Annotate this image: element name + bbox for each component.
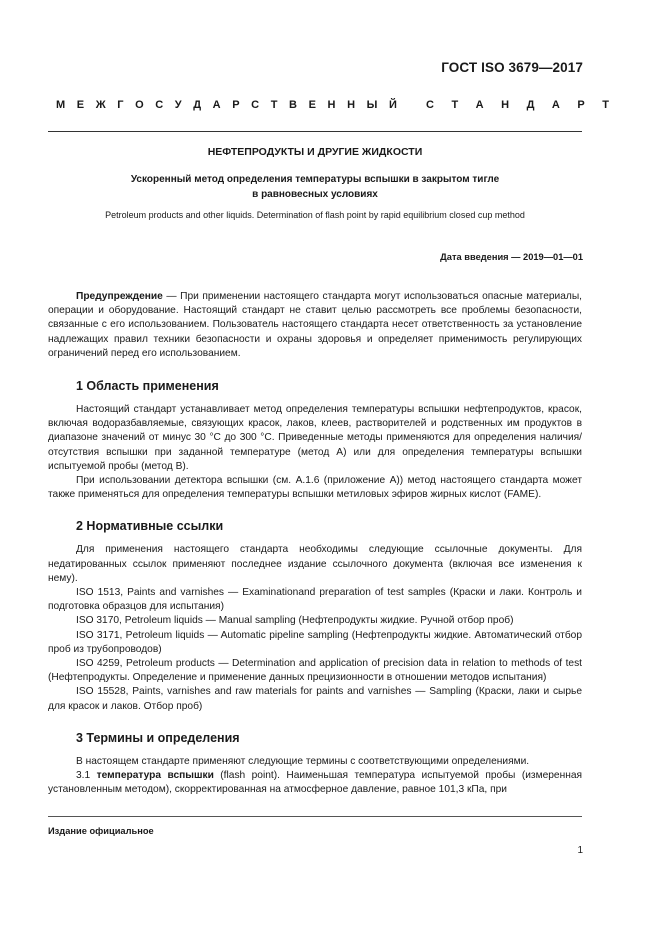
banner-word-standard: С Т А Н Д А Р Т bbox=[425, 99, 609, 111]
section-1-paragraph-2: При использовании детектора вспышки (см. А.1.6 (приложение А)) метод настоящего стандарта может также применяться для определения температуры вспышки метиловых эфиров жирных кислот (FAME). bbox=[48, 475, 582, 501]
footer-divider bbox=[48, 816, 582, 817]
term-definition bbox=[48, 769, 582, 797]
header-divider bbox=[48, 131, 582, 132]
section-2-intro: Для применения настоящего стандарта необходимы следующие ссылочные документы. Для недатированных ссылок применяют последнее издание ссылочного документа (включая все изменения к нему). bbox=[48, 544, 582, 584]
warning-text: — При применении настоящего стандарта могут использоваться опасные материалы, операции и оборудование. Настоящий стандарт не ставит целью рассмотреть все проблемы безопасности, связанные с его использованием. Пользователь настоящего стандарта несет ответственность за установление надлежащих правил техники безопасности и охраны здоровья и определяет применимость регулирующих ограничений перед его использованием. bbox=[48, 291, 582, 359]
english-title: Petroleum products and other liquids. Determination of flash point by rapid equilibrium closed cup method bbox=[105, 210, 525, 220]
reference-item: ISO 3170, Petroleum liquids — Manual sampling (Нефтепродукты жидкие. Ручной отбор проб) bbox=[76, 615, 514, 627]
warning-label: Предупреждение bbox=[76, 291, 163, 302]
interstate-standard-banner bbox=[56, 99, 609, 111]
introduction-date: Дата введения — 2019—01—01 bbox=[440, 252, 583, 262]
warning-paragraph bbox=[48, 290, 582, 361]
section-1-paragraph-1: Настоящий стандарт устанавливает метод определения температуры вспышки нефтепродуктов, красок, включая водоразбавляемые, связующих красок, лаков, клеев, растворителей и родственных им продуктов в диапазоне значений от минус 30 °С до 300 °С. Приведенные методы применяются для определения наличия/отсутствия вспышки при заданной температуре (метод А) или для определения температуры вспышки испытуемой пробы (метод В). bbox=[48, 404, 582, 472]
banner-word-interstate: М Е Ж Г О С У Д А Р С Т В Е Н Н Ы Й bbox=[56, 99, 397, 111]
section-3-intro: В настоящем стандарте применяют следующие термины с соответствующими определениями. bbox=[76, 755, 530, 767]
reference-item: ISO 15528, Paints, varnishes and raw materials for paints and varnishes — Sampling (Краски, лаки и сырье для красок и лаков. Отбор проб) bbox=[48, 686, 582, 712]
section-1-heading: 1 Область применения bbox=[76, 379, 219, 394]
document-title: НЕФТЕПРОДУКТЫ И ДРУГИЕ ЖИДКОСТИ bbox=[207, 146, 423, 158]
term-text: (flash point). Наименьшая температура испытуемой пробы (измеренная установленным методом), скорректированная на атмосферное давление, равное 101,3 кПа, при bbox=[48, 770, 583, 796]
subtitle-line-2: в равновесных условиях bbox=[252, 189, 378, 200]
page-number: 1 bbox=[577, 845, 583, 856]
term-name: температура вспышки bbox=[96, 770, 214, 782]
term-number: 3.1 bbox=[76, 770, 97, 782]
reference-item: ISO 3171, Petroleum liquids — Automatic pipeline sampling (Нефтепродукты жидкие. Автоматический отбор проб из трубопроводов) bbox=[48, 629, 582, 655]
official-edition-label: Издание официальное bbox=[48, 826, 154, 836]
section-2-heading: 2 Нормативные ссылки bbox=[76, 519, 224, 534]
document-code: ГОСТ ISO 3679—2017 bbox=[441, 60, 583, 75]
subtitle-line-1: Ускоренный метод определения температуры вспышки в закрытом тигле bbox=[130, 174, 500, 185]
document-subtitle bbox=[48, 172, 582, 202]
document-body bbox=[48, 290, 582, 797]
reference-item: ISO 4259, Petroleum products — Determination and application of precision data in relation to methods of test (Нефтепродукты. Определение и применение данных прецизионности в отношении методов испытания) bbox=[48, 658, 582, 684]
reference-item: ISO 1513, Paints and varnishes — Examinationand preparation of test samples (Краски и лаки. Контроль и подготовка образцов для испытания) bbox=[48, 587, 582, 613]
section-3-heading: 3 Термины и определения bbox=[76, 730, 240, 745]
